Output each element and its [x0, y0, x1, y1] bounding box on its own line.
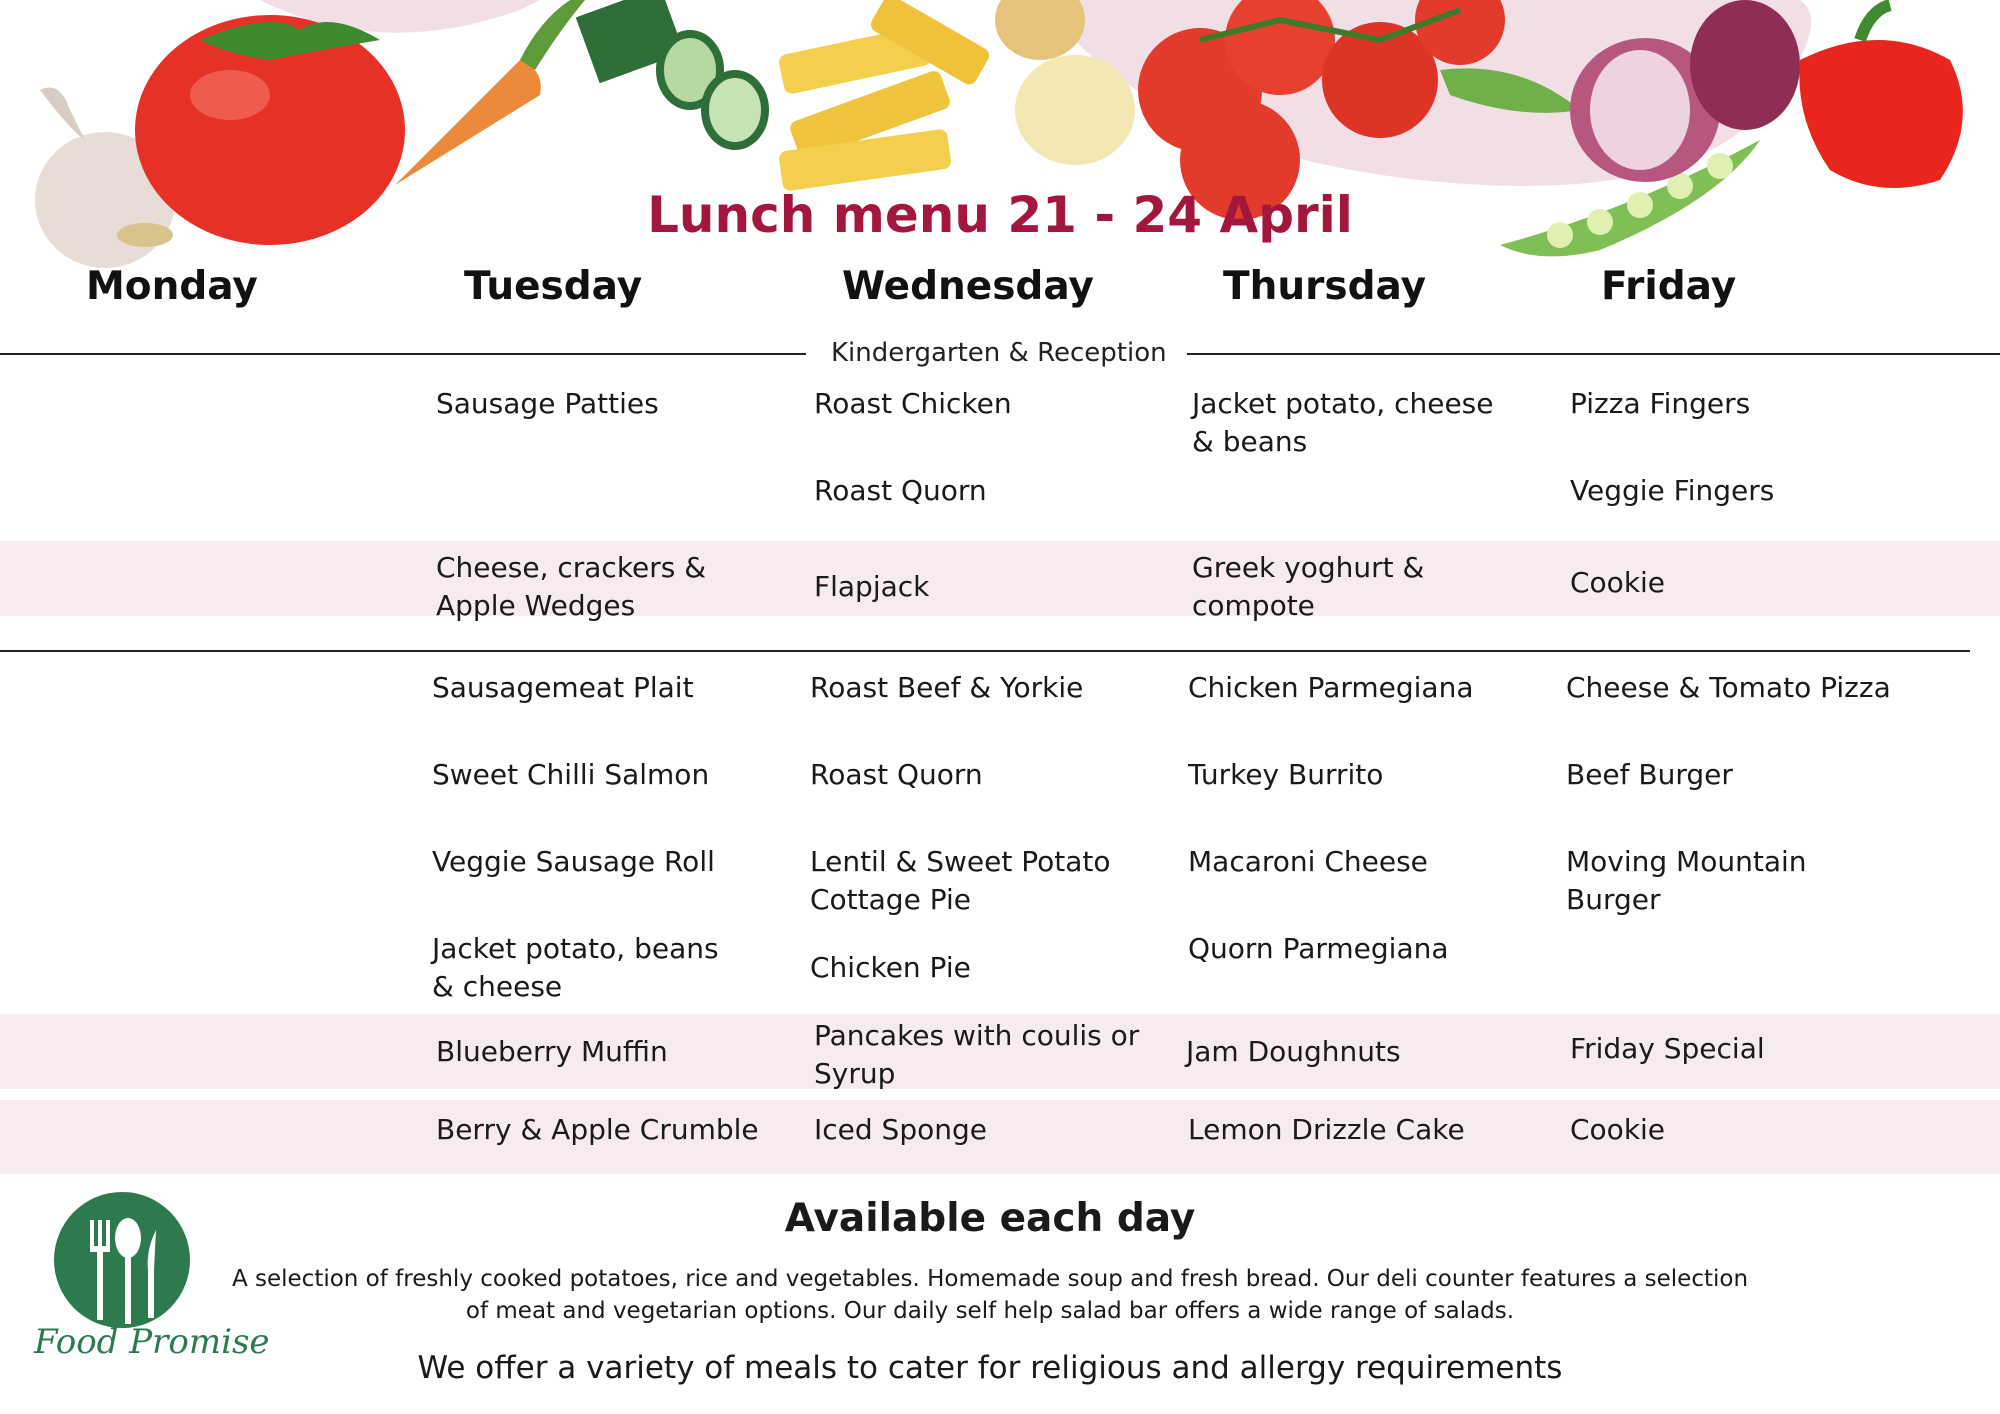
logo-text: Food Promise	[34, 1322, 270, 1362]
kg-wednesday-main: Roast Chicken	[814, 387, 1012, 420]
day-heading-monday: Monday	[86, 264, 258, 309]
section-label: Kindergarten & Reception	[831, 338, 1167, 368]
friday-dessert-1: Friday Special	[1570, 1032, 1765, 1065]
friday-main-1: Cheese & Tomato Pizza	[1566, 671, 1891, 704]
wednesday-dessert-2: Iced Sponge	[814, 1113, 987, 1146]
kg-friday-vegetarian: Veggie Fingers	[1570, 474, 1775, 507]
kg-friday-main: Pizza Fingers	[1570, 387, 1751, 420]
section-divider	[0, 650, 1970, 652]
friday-main-3: Moving Mountain Burger	[1566, 845, 1807, 916]
red-pepper-icon	[1799, 5, 1962, 188]
kg-friday-dessert: Cookie	[1570, 566, 1666, 599]
wednesday-main-2: Roast Quorn	[810, 758, 983, 791]
day-heading-wednesday: Wednesday	[842, 264, 1094, 309]
kg-wednesday-vegetarian: Roast Quorn	[814, 474, 987, 507]
friday-dessert-2: Cookie	[1570, 1113, 1666, 1146]
friday-main-2: Beef Burger	[1566, 758, 1733, 791]
pasta-icon	[777, 0, 991, 192]
page-title: Lunch menu 21 - 24 April	[647, 186, 1353, 244]
day-heading-tuesday: Tuesday	[464, 264, 643, 309]
kg-tuesday-dessert: Cheese, crackers & Apple Wedges	[436, 551, 707, 622]
tuesday-main-1: Sausagemeat Plait	[432, 671, 694, 704]
thursday-dessert-1: Jam Doughnuts	[1186, 1035, 1401, 1068]
kg-thursday-main: Jacket potato, cheese & beans	[1192, 387, 1494, 458]
available-heading: Available each day	[784, 1196, 1196, 1241]
section-divider	[1187, 353, 2000, 355]
tuesday-main-2: Sweet Chilli Salmon	[432, 758, 710, 791]
tuesday-main-4: Jacket potato, beans & cheese	[432, 932, 719, 1003]
thursday-dessert-2: Lemon Drizzle Cake	[1188, 1113, 1465, 1146]
kg-thursday-dessert: Greek yoghurt & compote	[1192, 551, 1425, 622]
kg-tuesday-main: Sausage Patties	[436, 387, 659, 420]
thursday-main-4: Quorn Parmegiana	[1188, 932, 1449, 965]
vegetable-header-illustration	[0, 0, 2000, 300]
wednesday-main-1: Roast Beef & Yorkie	[810, 671, 1084, 704]
kg-wednesday-dessert: Flapjack	[814, 570, 930, 603]
day-heading-friday: Friday	[1601, 264, 1737, 309]
wednesday-dessert-1: Pancakes with coulis or Syrup	[814, 1019, 1140, 1090]
thursday-main-1: Chicken Parmegiana	[1188, 671, 1474, 704]
dietary-note: We offer a variety of meals to cater for religious and allergy requirements	[417, 1350, 1563, 1386]
wednesday-main-3: Lentil & Sweet Potato Cottage Pie	[810, 845, 1111, 916]
day-heading-thursday: Thursday	[1223, 264, 1427, 309]
thursday-main-2: Turkey Burrito	[1188, 758, 1384, 791]
tuesday-dessert-2: Berry & Apple Crumble	[436, 1113, 759, 1146]
tuesday-dessert-1: Blueberry Muffin	[436, 1035, 668, 1068]
section-divider	[0, 353, 806, 355]
available-description: A selection of freshly cooked potatoes, rice and vegetables. Homemade soup and fresh bread. Our deli counter features a selection of meat and vegetarian options. Our daily self help salad bar offers a wide range of salads.	[231, 1266, 1749, 1324]
thursday-main-3: Macaroni Cheese	[1188, 845, 1428, 878]
cucumber-icon	[576, 0, 765, 146]
wednesday-main-4: Chicken Pie	[810, 951, 971, 984]
tuesday-main-3: Veggie Sausage Roll	[432, 845, 715, 878]
